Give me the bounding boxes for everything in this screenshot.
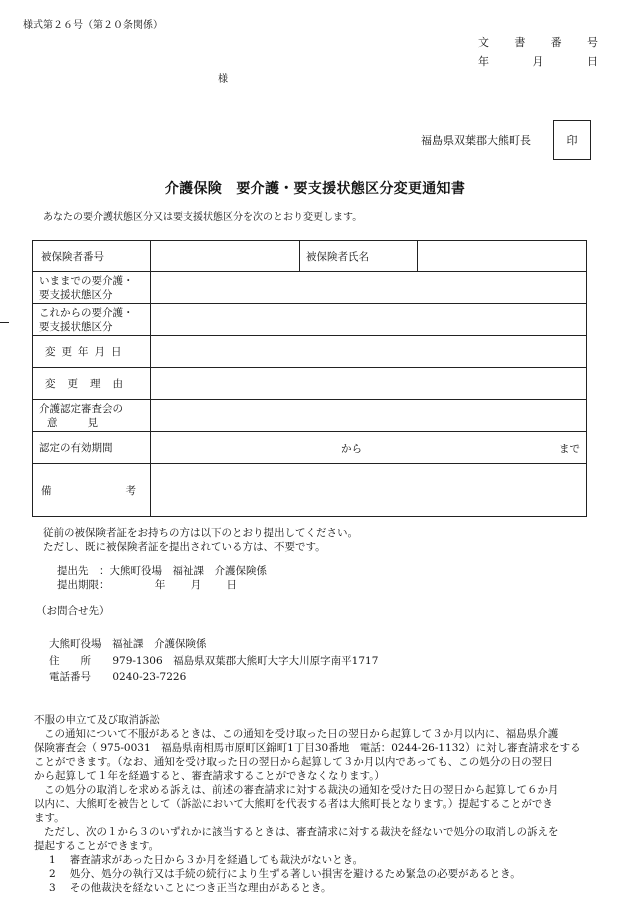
contact-address-row: [49, 653, 378, 668]
seal-label: 印: [566, 134, 578, 147]
phone-label: 電話番号: [49, 671, 91, 683]
label-line: いままでの要介護・: [39, 274, 134, 287]
insured-name-value: [418, 241, 587, 272]
doc-number-char: 書: [514, 36, 526, 49]
contact-office: 大熊町役場 福祉課 介護保険係: [49, 638, 207, 650]
document-title: 介護保険 要介護・要支援状態区分変更通知書: [164, 181, 466, 197]
change-reason-label: [33, 368, 151, 400]
addressee-suffix: 様: [218, 74, 228, 85]
table-row: [33, 304, 587, 336]
appeal-item: [49, 880, 332, 895]
contact-heading: （お問合せ先）: [36, 605, 110, 617]
validity-to-text: まで: [559, 443, 580, 455]
intro-text: あなたの要介護状態区分又は要支援状態区分を次のとおり変更します。: [43, 212, 363, 223]
label-line: 介護認定審査会の: [39, 402, 123, 415]
label-text: 変更年月日: [45, 346, 128, 358]
table-row: [33, 368, 587, 400]
label-line: 意見: [47, 416, 128, 429]
deadline-label: 提出期限：: [57, 579, 110, 591]
submit-to: 提出先 ：大熊町役場 福祉課 介護保険係: [57, 565, 267, 577]
issue-date: [478, 53, 598, 69]
label-text: 被保険者氏名: [306, 250, 369, 263]
doc-number-char: 文: [478, 36, 489, 49]
status-change-table: [32, 240, 587, 517]
appeal-item: [49, 866, 521, 881]
day-label: 日: [587, 55, 598, 68]
document-number-label: [478, 34, 598, 50]
validity-period-label: [33, 432, 151, 464]
item-text: その他裁決を経ないことにつき正当な理由があるとき。: [69, 882, 332, 894]
deadline-month: 月: [190, 579, 202, 591]
label-line: 要支援状態区分: [39, 288, 113, 301]
previous-status-label: [33, 272, 151, 304]
table-row: [33, 400, 587, 432]
appeal-p1-line3: ことができます。（なお、通知を受け取った日の翌日から起算して３か月以内であっても、この処分の日の翌日: [34, 756, 553, 768]
card-notice-line2: ただし、既に被保険者証を提出されている方は、不要です。: [43, 541, 326, 553]
seal-box: [553, 120, 591, 160]
label-line: 要支援状態区分: [39, 320, 113, 333]
appeal-p1-line2: 保険審査会（ 975-0031 福島県南相馬市原町区錦町1丁目30番地 電話：0244-26-1132）に対し審査請求をする: [34, 742, 581, 754]
appeal-p2-line3: ます。: [34, 812, 65, 824]
spread-text: [39, 249, 144, 264]
committee-opinion-value: [151, 400, 587, 432]
label-text: 認定の有効期間: [39, 442, 113, 454]
change-reason-value: [151, 368, 587, 400]
appeal-p1-line4: から起算して１年を経過すると、審査請求することができなくなります。）: [34, 770, 385, 782]
table-row: [33, 241, 587, 272]
appeal-p2-line1: この処分の取消しを求める訴えは、前述の審査請求に対する裁決の通知を受けた日の翌日から起算して６か月: [44, 784, 559, 796]
table-row: [33, 464, 587, 517]
table-row: [33, 336, 587, 368]
label-text: 変更理由: [45, 378, 135, 390]
remarks-char-1: 備: [41, 484, 52, 497]
label-text: 被保険者番号: [41, 250, 104, 263]
item-number: 3: [49, 882, 56, 894]
appeal-p2-line2: 以内に、大熊町を被告として（訴訟において大熊町を代表する者は大熊町長となります。）提起することができ: [34, 798, 553, 810]
item-text: 処分、処分の執行又は手続の続行により生ずる著しい損害を避けるため緊急の必要があるとき。: [69, 868, 521, 880]
appeal-p3-line1: ただし、次の１から３のいずれかに該当するときは、審査請求に対する裁決を経ないで処分の取消しの訴えを: [44, 826, 559, 838]
form-number: 様式第２６号（第２０条関係）: [23, 20, 163, 31]
appeal-p1-line1: この通知について不服があるときは、この通知を受け取った日の翌日から起算して３か月以内に、福島県介護: [44, 728, 559, 740]
label-line: これからの要介護・: [39, 306, 134, 319]
item-number: 1: [49, 854, 56, 866]
month-label: 月: [532, 55, 544, 68]
phone-value: 0240-23-7226: [112, 671, 187, 683]
year-label: 年: [478, 55, 489, 68]
insured-number-label: [33, 241, 151, 272]
fold-mark: [0, 322, 9, 323]
remarks-char-2: 考: [125, 484, 136, 497]
doc-number-char: 号: [586, 36, 598, 49]
remarks-label: [33, 464, 151, 517]
item-text: 審査請求があった日から３か月を経過しても裁決がないとき。: [69, 854, 364, 866]
deadline-day: 日: [226, 579, 238, 591]
card-notice-line1: 従前の被保険者証をお持ちの方は以下のとおり提出してください。: [43, 527, 358, 539]
new-status-label: [33, 304, 151, 336]
remarks-value: [151, 464, 587, 517]
appeal-item: [49, 852, 363, 867]
address-label: 住 所: [49, 655, 91, 667]
validity-period-value: [151, 432, 587, 464]
item-number: 2: [49, 868, 56, 880]
contact-phone-row: [49, 669, 186, 684]
appeal-heading: 不服の申立て及び取消訴訟: [34, 714, 160, 726]
spread-text: [39, 483, 144, 498]
change-date-value: [151, 336, 587, 368]
appeal-p3-line2: 提起することができます。: [34, 840, 160, 852]
doc-number-char: 番: [550, 36, 562, 49]
validity-from-text: から: [341, 443, 362, 455]
deadline-year: 年: [154, 579, 166, 591]
table-row: [33, 272, 587, 304]
committee-opinion-label: [33, 400, 151, 432]
insured-name-label: [300, 241, 418, 272]
deadline-row: [57, 577, 237, 592]
insured-number-value: [151, 241, 300, 272]
new-status-value: [151, 304, 587, 336]
address-value: 979-1306 福島県双葉郡大熊町大字大川原字南平1717: [112, 655, 379, 667]
previous-status-value: [151, 272, 587, 304]
change-date-label: [33, 336, 151, 368]
issuer-name: 福島県双葉郡大熊町長: [421, 134, 531, 147]
table-row: [33, 432, 587, 464]
